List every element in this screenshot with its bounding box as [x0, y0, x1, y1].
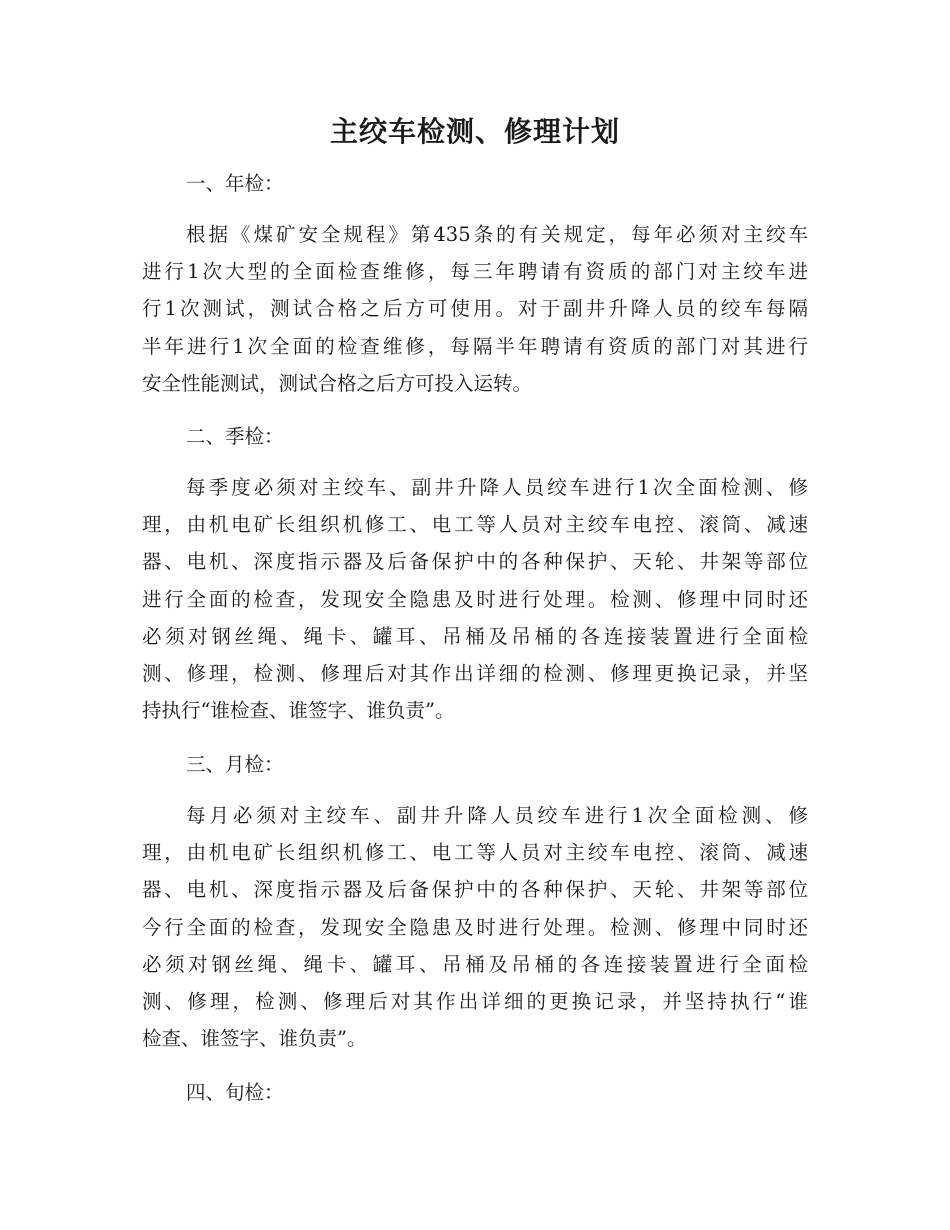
paragraph-line: 器、电机、深度指示器及后备保护中的各种保护、天轮、井架等部位	[142, 878, 808, 902]
paragraph-line: 持执行“谁检查、谁签字、谁负责”。	[142, 699, 455, 723]
paragraph-line: 今行全面的检查，发现安全隐患及时进行处理。检测、修理中同时还	[142, 915, 808, 939]
section-heading-ten-day: 四、旬检：	[186, 1081, 284, 1104]
section-paragraph-quarterly	[142, 469, 808, 729]
paragraph-line: 每月必须对主绞车、副井升降人员绞车进行1次全面检测、修	[186, 804, 808, 827]
paragraph-line: 进行1次大型的全面检查维修，每三年聘请有资质的部门对主绞车进	[142, 260, 808, 284]
paragraph-line: 必须对钢丝绳、绳卡、罐耳、吊桶及吊桶的各连接装置进行全面检	[142, 624, 808, 648]
paragraph-line: 理，由机电矿长组织机修工、电工等人员对主绞车电控、滚筒、减速	[142, 841, 808, 865]
section-heading-quarterly: 二、季检：	[186, 425, 284, 448]
paragraph-line: 器、电机、深度指示器及后备保护中的各种保护、天轮、井架等部位	[142, 550, 808, 574]
paragraph-line: 根据《煤矿安全规程》第435条的有关规定，每年必须对主绞车	[186, 223, 808, 246]
paragraph-line: 检查、谁签字、谁负责”。	[142, 1027, 367, 1051]
paragraph-line: 安全性能测试，测试合格之后方可投入运转。	[142, 371, 533, 395]
paragraph-line: 测、修理，检测、修理后对其作出详细的更换记录，并坚持执行“谁	[142, 989, 808, 1013]
paragraph-line: 理，由机电矿长组织机修工、电工等人员对主绞车电控、滚筒、减速	[142, 513, 808, 537]
paragraph-line: 进行全面的检查，发现安全隐患及时进行处理。检测、修理中同时还	[142, 587, 808, 611]
paragraph-line: 必须对钢丝绳、绳卡、罐耳、吊桶及吊桶的各连接装置进行全面检	[142, 952, 808, 976]
section-heading-annual: 一、年检：	[186, 172, 284, 195]
paragraph-line: 行1次测试，测试合格之后方可使用。对于副井升降人员的绞车每隔	[142, 297, 808, 321]
paragraph-line: 每季度必须对主绞车、副井升降人员绞车进行1次全面检测、修	[186, 476, 808, 499]
paragraph-line: 半年进行1次全面的检查维修，每隔半年聘请有资质的部门对其进行	[142, 334, 808, 358]
paragraph-line: 测、修理，检测、修理后对其作出详细的检测、修理更换记录，并坚	[142, 661, 808, 685]
document-title: 主绞车检测、修理计划	[329, 115, 620, 148]
section-heading-monthly: 三、月检：	[186, 753, 284, 776]
section-paragraph-monthly	[142, 797, 808, 1057]
section-paragraph-annual	[142, 216, 808, 402]
